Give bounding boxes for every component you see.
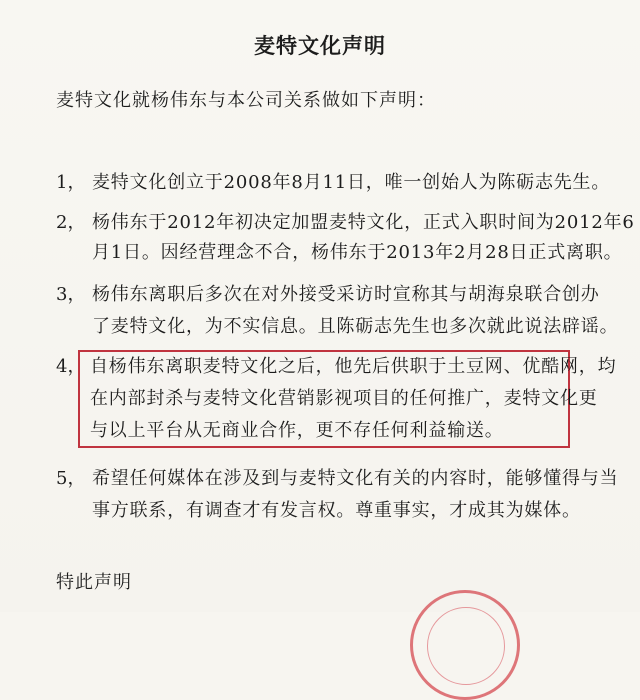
seal-inner-ring xyxy=(427,607,505,685)
closing-text: 特此声明 xyxy=(56,572,132,593)
item-2-line-2: 月1日。因经营理念不合，杨伟东于2013年2月28日正式离职。 xyxy=(92,242,623,263)
item-4-line-2: 在内部封杀与麦特文化营销影视项目的任何推广，麦特文化更 xyxy=(90,388,598,409)
item-4-line-1: 自杨伟东离职麦特文化之后，他先后供职于土豆网、优酷网，均 xyxy=(90,356,617,377)
item-5-number: 5， xyxy=(56,468,86,489)
item-3-number: 3， xyxy=(56,284,86,305)
item-2-line-1: 杨伟东于2012年初决定加盟麦特文化，正式入职时间为2012年6 xyxy=(92,212,635,233)
document-title: 麦特文化声明 xyxy=(254,33,386,58)
item-5-line-2: 事方联系，有调查才有发言权。尊重事实，才成其为媒体。 xyxy=(92,500,581,521)
item-2-number: 2， xyxy=(56,212,86,233)
company-seal-icon xyxy=(410,590,520,700)
item-3-line-1: 杨伟东离职后多次在对外接受采访时宣称其与胡海泉联合创办 xyxy=(92,284,600,305)
item-1-line-1: 麦特文化创立于2008年8月11日，唯一创始人为陈砺志先生。 xyxy=(92,172,611,193)
item-1-number: 1， xyxy=(56,172,86,193)
item-4-number: 4， xyxy=(56,356,86,377)
item-4-line-3: 与以上平台从无商业合作，更不存任何利益输送。 xyxy=(90,420,504,441)
intro-paragraph: 麦特文化就杨伟东与本公司关系做如下声明： xyxy=(56,90,436,111)
item-5-line-1: 希望任何媒体在涉及到与麦特文化有关的内容时，能够懂得与当 xyxy=(92,468,619,489)
item-3-line-2: 了麦特文化，为不实信息。且陈砺志先生也多次就此说法辟谣。 xyxy=(92,316,619,337)
